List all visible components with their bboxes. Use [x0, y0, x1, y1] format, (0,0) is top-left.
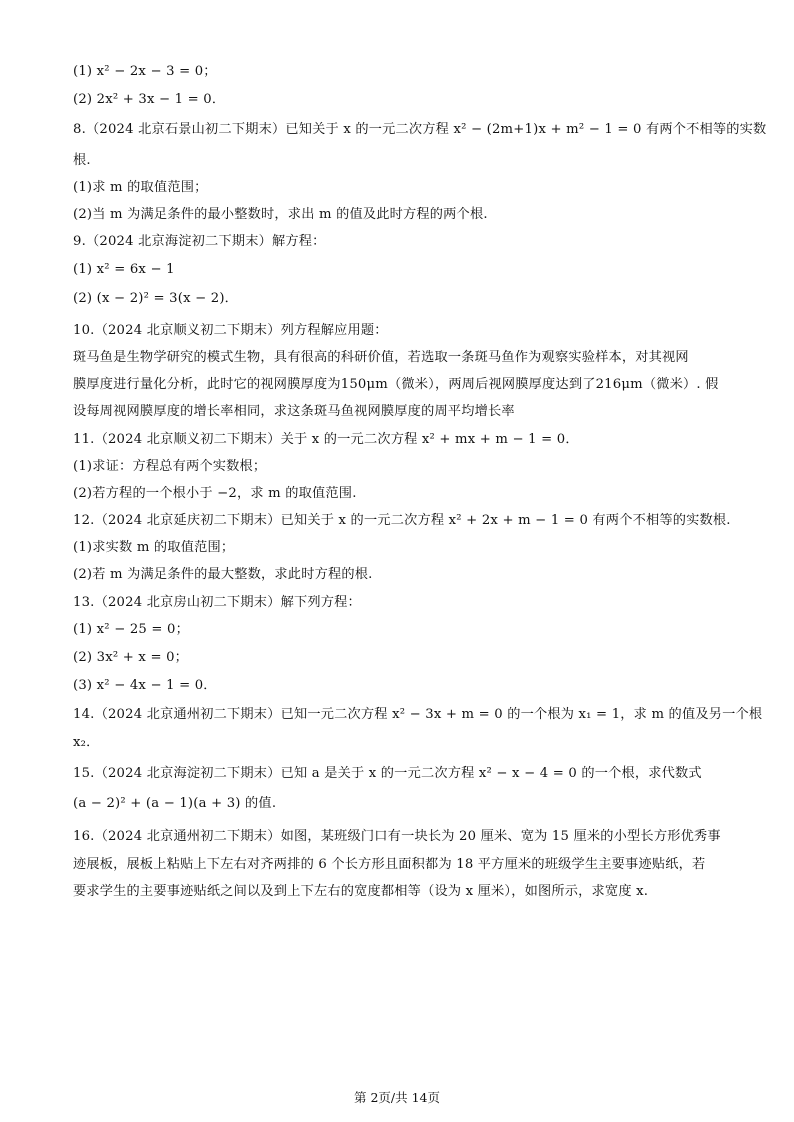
question-10: 10.（2024 北京顺义初二下期末）列方程解应用题：	[73, 323, 388, 338]
text-line: (2)若方程的一个根小于 −2，求 m 的取值范围.	[73, 486, 357, 501]
text-line: (1)求 m 的取值范围；	[73, 180, 208, 195]
text-line: (1) x² = 6x − 1	[73, 262, 175, 277]
text-line: (2) 2x² + 3x − 1 = 0．	[73, 92, 226, 107]
question-8: 8.（2024 北京石景山初二下期末）已知关于 x 的一元二次方程 x² − (2m+1)x + m² − 1 = 0 有两个不相等的实数	[73, 122, 767, 137]
question-16: 16.（2024 北京通州初二下期末）如图，某班级门口有一块长为 20 厘米、宽为 15 厘米的小型长方形优秀事	[73, 829, 721, 844]
question-13: 13.（2024 北京房山初二下期末）解下列方程：	[73, 595, 361, 610]
text-line: (1)求证：方程总有两个实数根；	[73, 459, 267, 474]
question-9: 9.（2024 北京海淀初二下期末）解方程：	[73, 234, 326, 249]
page-footer: 第 2页/共 14页	[353, 1090, 441, 1105]
text-line: 设每周视网膜厚度的增长率相同，求这条斑马鱼视网膜厚度的周平均增长率	[73, 404, 515, 419]
text-line: 斑马鱼是生物学研究的模式生物，具有很高的科研价值，若选取一条斑马鱼作为观察实验样本，对其视网	[73, 350, 689, 365]
question-15: 15.（2024 北京海淀初二下期末）已知 a 是关于 x 的一元二次方程 x² − x − 4 = 0 的一个根，求代数式	[73, 766, 702, 781]
text-line: (a − 2)² + (a − 1)(a + 3) 的值.	[73, 796, 277, 811]
text-line: (1)求实数 m 的取值范围；	[73, 540, 235, 555]
text-line: (1) x² − 25 = 0；	[73, 622, 190, 637]
text-line: (3) x² − 4x − 1 = 0．	[73, 678, 217, 693]
question-12: 12.（2024 北京延庆初二下期末）已知关于 x 的一元二次方程 x² + 2x + m − 1 = 0 有两个不相等的实数根.	[73, 513, 731, 528]
text-line: 膜厚度进行量化分析，此时它的视网膜厚度为150μm（微米），两周后视网膜厚度达到了216μm（微米）. 假	[73, 377, 719, 392]
text-line: 迹展板，展板上粘贴上下左右对齐两排的 6 个长方形且面积都为 18 平方厘米的班级学生主要事迹贴纸，若	[73, 857, 706, 872]
text-line: x₂．	[73, 735, 100, 750]
question-11: 11.（2024 北京顺义初二下期末）关于 x 的一元二次方程 x² + mx + m − 1 = 0．	[73, 432, 579, 447]
text-line: 根.	[73, 153, 91, 168]
text-line: (2)当 m 为满足条件的最小整数时，求出 m 的值及此时方程的两个根.	[73, 207, 488, 222]
text-line: (2) 3x² + x = 0；	[73, 650, 189, 665]
text-line: (1) x² − 2x − 3 = 0；	[73, 64, 217, 79]
question-14: 14.（2024 北京通州初二下期末）已知一元二次方程 x² − 3x + m = 0 的一个根为 x₁ = 1，求 m 的值及另一个根	[73, 707, 763, 722]
text-line: (2)若 m 为满足条件的最大整数，求此时方程的根.	[73, 567, 373, 582]
text-line: (2) (x − 2)² = 3(x − 2)．	[73, 291, 239, 306]
text-line: 要求学生的主要事迹贴纸之间以及到上下左右的宽度都相等（设为 x 厘米），如图所示，求宽度 x.	[73, 884, 649, 899]
